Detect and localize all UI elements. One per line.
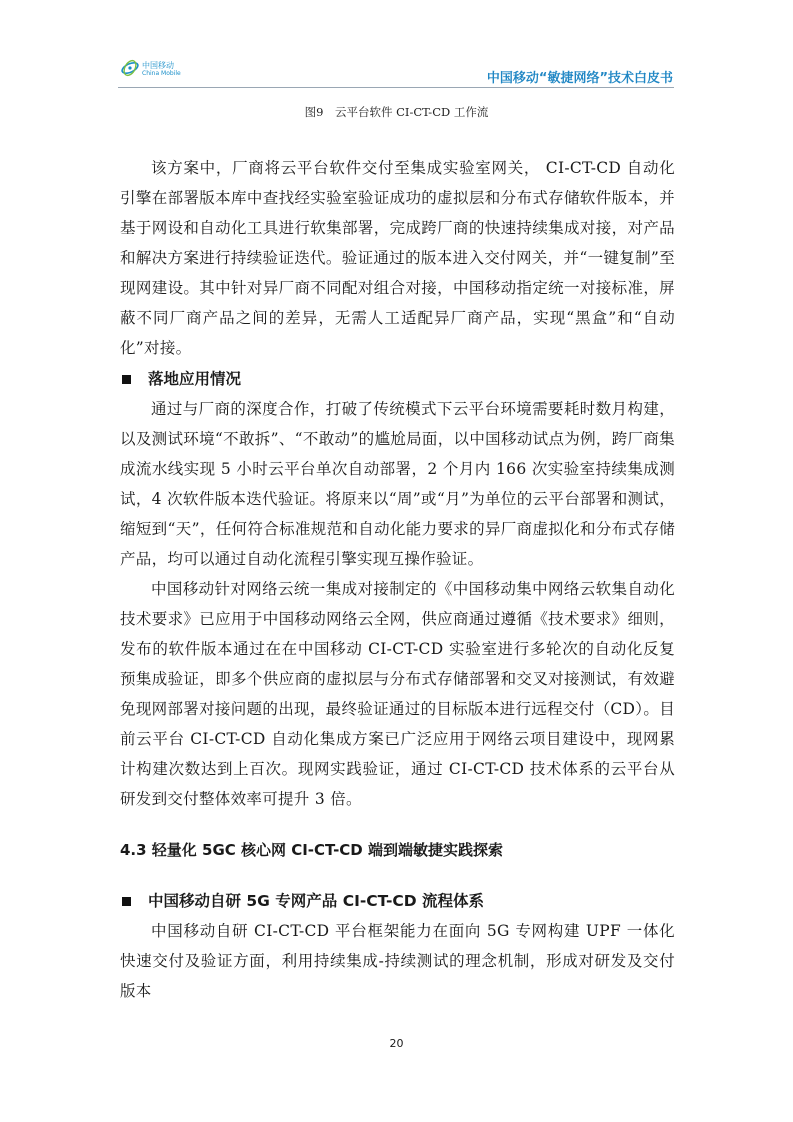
square-bullet-icon	[122, 375, 131, 384]
figure-caption: 图9 云平台软件 CI-CT-CD 工作流	[304, 105, 489, 119]
subheading-text: 中国移动自研 5G 专网产品 CI-CT-CD 流程体系	[148, 892, 485, 910]
logo-text-cn: 中国移动	[142, 61, 174, 70]
paragraph-technical-requirements: 中国移动针对网络云统一集成对接制定的《中国移动集中网络云软集自动化技术要求》已应用于中国移动网络云全网，供应商通过遵循《技术要求》细则，发布的软件版本通过在在中国移动 CI-CT-CD 实验室进行多轮次的自动化反复预集成验证，即多个供应商的虚拟层与分布式存储部署和交叉对接测试，有效避免现网部署对接问题的出现，最终验证通过的目标版本进行远程交付（CD）。目前云平台 CI-CT-CD 自动化集成方案已广泛应用于网络云项目建设中，现网累计构建次数达到上百次。现网实践验证，通过 CI-CT-CD 技术体系的云平台从研发到交付整体效率可提升 3 倍。	[120, 580, 675, 808]
subheading-text: 落地应用情况	[148, 370, 242, 388]
logo-text-en: China Mobile	[142, 70, 181, 77]
paragraph-self-developed-platform: 中国移动自研 CI-CT-CD 平台框架能力在面向 5G 专网构建 UPF 一体化快速交付及验证方面，利用持续集成-持续测试的理念机制，形成对研发及交付版本	[120, 922, 675, 1000]
body-content	[120, 153, 675, 1006]
subheading-deployment-status	[120, 364, 675, 394]
china-mobile-logo	[120, 58, 200, 84]
header-divider	[118, 87, 674, 88]
subheading-5g-private-network	[120, 886, 675, 916]
china-mobile-logo-icon	[120, 58, 140, 78]
paragraph-solution-description: 该方案中，厂商将云平台软件交付至集成实验室网关， CI-CT-CD 自动化引擎在部署版本库中查找经实验室验证成功的虚拟层和分布式存储软件版本，并基于网设和自动化工具进行软集部署，完成跨厂商的快速持续集成对接，对产品和解决方案进行持续验证迭代。验证通过的版本进入交付网关，并“一键复制”至现网建设。其中针对异厂商不同配对组合对接，中国移动指定统一对接标准，屏蔽不同厂商产品之间的差异，无需人工适配异厂商产品，实现“黑盒”和“自动化”对接。	[120, 159, 675, 357]
page-header	[0, 0, 793, 100]
paragraph-cooperation-results: 通过与厂商的深度合作，打破了传统模式下云平台环境需要耗时数月构建，以及测试环境“不敢拆”、“不敢动”的尴尬局面，以中国移动试点为例，跨厂商集成流水线实现 5 小时云平台单次自动部署，2 个月内 166 次实验室持续集成测试，4 次软件版本迭代验证。将原来以“周”或“月”为单位的云平台部署和测试，缩短到“天”，任何符合标准规范和自动化能力要求的异厂商虚拟化和分布式存储产品，均可以通过自动化流程引擎实现互操作验证。	[120, 400, 675, 568]
page-number: 20	[389, 1037, 404, 1050]
square-bullet-icon	[122, 897, 131, 906]
section-heading-4-3: 4.3 轻量化 5GC 核心网 CI-CT-CD 端到端敏捷实践探索	[120, 841, 503, 859]
document-title: 中国移动“敏捷网络”技术白皮书	[486, 71, 673, 86]
